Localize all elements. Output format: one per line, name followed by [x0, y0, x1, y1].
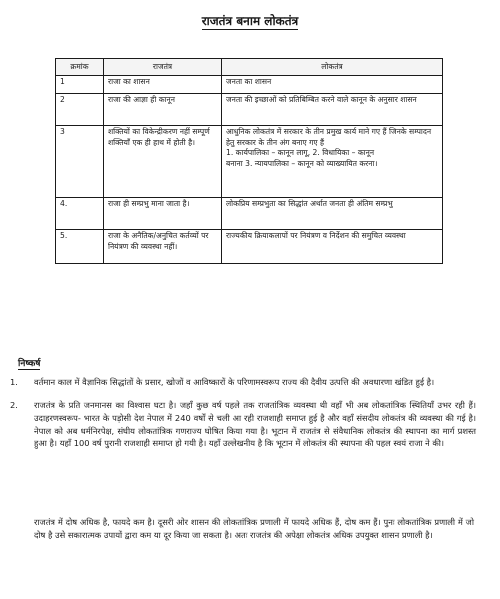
row-serial: 4. — [56, 198, 104, 230]
row-monarchy: राजा की आज्ञा ही कानून — [104, 94, 222, 126]
table-row — [56, 76, 443, 94]
conclusion-heading-text: निष्कर्ष — [18, 359, 41, 369]
row-democracy: राज्यकीय क्रियाकलापों पर नियंत्रण व निर्देशन की समुचित व्यवस्था — [222, 230, 443, 264]
table-header-row — [56, 59, 443, 76]
table-row — [56, 126, 443, 198]
point-text: वर्तमान काल में वैज्ञानिक सिद्धांतों के प्रसार, खोजों व आविष्कारों के परिणामस्वरूप राज्य की दैवीय उत्पत्ति की अवधारणा खंडित हुई है। — [34, 377, 435, 387]
page-title-text: राजतंत्र बनाम लोकतंत्र — [201, 14, 299, 28]
table-row — [56, 198, 443, 230]
row-democracy: लोकप्रिय सम्प्रभुता का सिद्धांत अर्थात जनता ही अंतिम सम्प्रभु — [222, 198, 443, 230]
conclusion-heading — [18, 356, 40, 369]
conclusion-paragraph: राजतंत्र में दोष अधिक है, फायदे कम है। दूसरी ओर शासन की लोकतांत्रिक प्रणाली में फायदे अधिक हैं, दोष कम हैं। पुनः लोकतांत्रिक प्रणाली में जो दोष है उसे सकारात्मक उपायों द्वारा कम या दूर किया जा सकता है। अतः राजतंत्र की अपेक्षा लोकतंत्र अधिक उपयुक्त शासन प्रणाली है। — [34, 517, 474, 540]
table-row — [56, 230, 443, 264]
row-serial: 1 — [56, 76, 104, 94]
header-monarchy: राजतंत्र — [104, 59, 222, 76]
row-democracy-text: आधुनिक लोकतंत्र में सरकार के तीन प्रमुख कार्य माने गए हैं जिनके सम्पादन हेतु सरकार के तीन अंग बनाए गए हैं — [226, 127, 432, 147]
row-monarchy: राजा ही सम्प्रभु माना जाता है। — [104, 198, 222, 230]
row-monarchy: राजा के अनैतिक/अनुचित कर्तव्यों पर नियंत्रण की व्यवस्था नहीं। — [104, 230, 222, 264]
row-democracy — [222, 126, 443, 198]
conclusion-points — [10, 376, 476, 454]
list-item — [10, 399, 476, 450]
row-serial: 3 — [56, 126, 104, 198]
point-text: राजतंत्र के प्रति जनमानस का विश्वास घटा है। जहाँ कुछ वर्ष पहले तक राजतांत्रिक व्यवस्था थी वहाँ भी अब लोकतांत्रिक स्थितियाँ उभर रही हैं। उदाहरणस्वरूप- भारत के पड़ोसी देश नेपाल में 240 वर्षों से चली आ रही राजशाही समाप्त हुई है और वहाँ संसदीय लोकतंत्र की व्यवस्था की गई है। नेपाल को अब धर्मनिरपेक्ष, संघीय लोकतांत्रिक गणराज्य घोषित किया गया है। भूटान में राजतंत्र से संवैधानिक लोकतंत्र की स्थापना का मार्ग प्रशस्त हुआ है। यहाँ 100 वर्ष पुरानी राजशाही समाप्त हो गयी है। यहाँ उल्लेखनीय है कि भूटान में लोकतंत्र की स्थापना की पहल स्वयं राजा ने की। — [34, 399, 476, 449]
point-number: 2. — [10, 399, 18, 410]
page-title — [0, 12, 500, 29]
header-democracy: लोकतंत्र — [222, 59, 443, 76]
organs-list-line-2: बनाना 3. न्यायपालिका – कानून को व्याख्यायित करना। — [226, 158, 378, 168]
row-serial: 5. — [56, 230, 104, 264]
point-number: 1. — [10, 377, 18, 387]
comparison-table — [55, 58, 443, 264]
organs-list-line-1: 1. कार्यपालिका – कानून लागू, 2. विधायिका – कानून — [226, 148, 375, 158]
row-democracy: जनता का शासन — [222, 76, 443, 94]
row-monarchy: शक्तियों का विकेन्द्रीकरण नहीं सम्पूर्ण शक्तियाँ एक ही हाथ में होती है। — [104, 126, 222, 198]
row-serial: 2 — [56, 94, 104, 126]
header-serial: क्रमांक — [56, 59, 104, 76]
table-row — [56, 94, 443, 126]
row-democracy: जनता की इच्छाओं को प्रतिबिम्बित करने वाले कानून के अनुसार शासन — [222, 94, 443, 126]
row-monarchy: राजा का शासन — [104, 76, 222, 94]
list-item — [10, 376, 476, 389]
